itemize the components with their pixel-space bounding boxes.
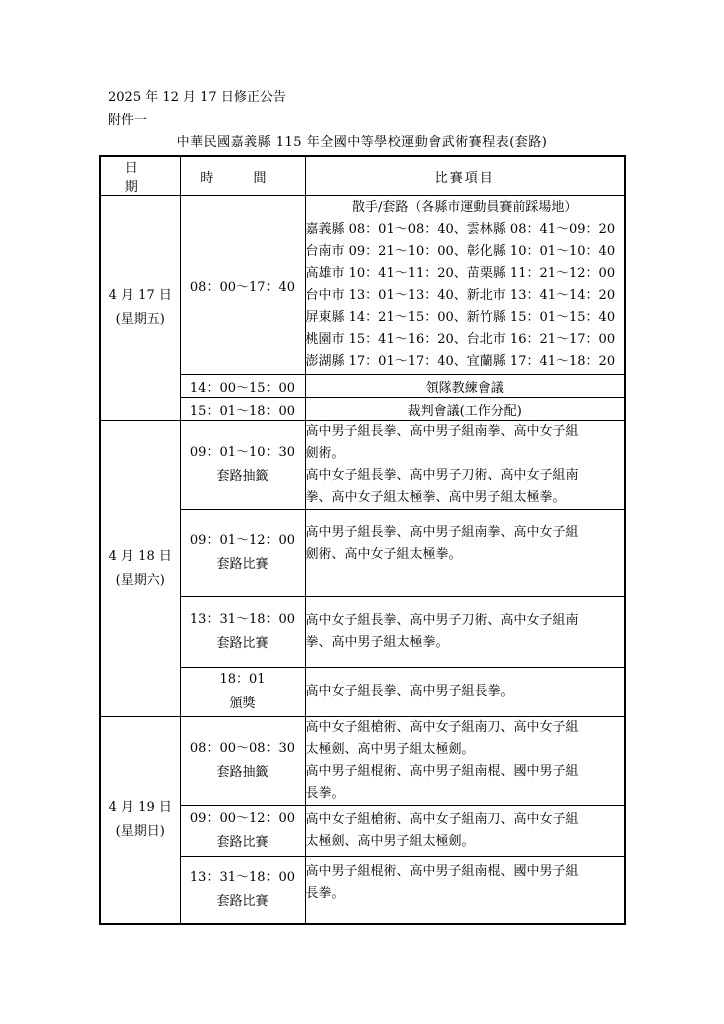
day1-weekday: (星期五)	[115, 312, 165, 327]
day3-time-1-range: 08：00～08：30	[189, 741, 296, 756]
day1-item-line: 台南市 09：21～10：00、彰化縣 10：01～10：40	[305, 244, 616, 259]
header-item: 比賽項目	[305, 156, 625, 196]
day2-time-1	[180, 421, 305, 510]
day3-row-1	[100, 717, 625, 806]
day3-item-line: 高中女子組槍術、高中女子組南刀、高中女子組	[305, 720, 579, 735]
day1-item-line: 台中市 13：01～13：40、新北市 13：41～14：20	[305, 288, 616, 303]
document-title: 中華民國嘉義縣 115 年全國中等學校運動會武術賽程表(套路)	[176, 135, 548, 150]
day1-item-line: 桃園市 15：41～16：20、台北市 16：21～17：00	[305, 332, 616, 347]
day3-time-1	[180, 717, 305, 806]
day3-date-cell	[100, 717, 180, 925]
day2-weekday: (星期六)	[115, 572, 165, 588]
day1-item-line: 嘉義縣 08：01～08：40、雲林縣 08：41～09：20	[305, 222, 616, 237]
day1-date: 4 月 17 日	[108, 288, 172, 303]
day2-time-1-range: 09：01～10：30	[189, 445, 296, 460]
day3-time-3-range: 13：31～18：00	[189, 870, 296, 885]
day3-time-1-event: 套路抽籤	[216, 765, 269, 780]
day1-item-3: 裁判會議(工作分配)	[305, 398, 625, 421]
day2-item-line: 劍術。	[305, 446, 345, 461]
day1-row-1	[100, 196, 625, 375]
day3-item-line: 太極劍、高中男子組太極劍。	[305, 834, 475, 849]
day3-time-2-range: 09：00～12：00	[189, 811, 296, 826]
day2-item-line: 高中女子組長拳、高中男子刀術、高中女子組南	[305, 613, 579, 628]
day2-item-4	[305, 668, 625, 717]
day1-time-1: 08：00～17：40	[180, 196, 305, 375]
schedule-table	[99, 155, 626, 925]
day2-time-1-event: 套路抽籤	[216, 469, 269, 484]
day3-item-line: 高中男子組棍術、高中男子組南棍、國中男子組	[305, 864, 579, 879]
header-date: 日 期	[100, 156, 180, 196]
day1-item-heading: 散手/套路（各縣市運動員賽前踩場地）	[352, 200, 578, 215]
day3-weekday: (星期日)	[115, 824, 165, 839]
day2-time-4-event: 頒獎	[229, 696, 256, 711]
day2-item-line: 高中男子組長拳、高中男子組南拳、高中女子組	[305, 424, 579, 439]
day2-time-2	[180, 510, 305, 597]
revision-notice: 2025 年 12 月 17 日修正公告	[108, 90, 286, 105]
day1-time-2: 14：00～15：00	[180, 375, 305, 398]
day2-item-2	[305, 510, 625, 597]
day3-item-line: 長拳。	[305, 786, 345, 801]
day2-date: 4 月 18 日	[108, 548, 172, 564]
day1-date-cell	[100, 196, 180, 421]
day3-time-3	[180, 857, 305, 925]
day3-item-line: 高中女子組槍術、高中女子組南刀、高中女子組	[305, 812, 579, 827]
day1-item-line: 澎湖縣 17：01～17：40、宜蘭縣 17：41～18：20	[305, 354, 616, 369]
header-time: 時 間	[180, 156, 305, 196]
day3-item-1	[305, 717, 625, 806]
day2-date-cell	[100, 421, 180, 717]
day1-item-line: 屏東縣 14：21～15：00、新竹縣 15：01～15：40	[305, 310, 616, 325]
day3-time-3-event: 套路比賽	[216, 894, 269, 909]
day2-time-3-event: 套路比賽	[216, 636, 269, 651]
day1-item-1	[305, 196, 625, 375]
attachment-label: 附件一	[108, 113, 148, 128]
header-row	[100, 156, 625, 196]
day3-date: 4 月 19 日	[108, 800, 172, 815]
day3-item-3	[305, 857, 625, 925]
day2-item-3	[305, 597, 625, 668]
day1-item-line: 高雄市 10：41～11：20、苗栗縣 11：21～12：00	[305, 266, 616, 281]
day2-time-3	[180, 597, 305, 668]
day3-time-2-event: 套路比賽	[216, 835, 269, 850]
day3-item-line: 太極劍、高中男子組太極劍。	[305, 742, 475, 757]
day3-time-2	[180, 806, 305, 857]
day2-item-line: 高中男子組長拳、高中男子組南拳、高中女子組	[305, 525, 579, 540]
day2-time-3-range: 13：31～18：00	[189, 612, 296, 627]
day1-time-3: 15：01～18：00	[180, 398, 305, 421]
day2-time-2-event: 套路比賽	[216, 557, 269, 572]
day2-time-4-range: 18：01	[219, 672, 266, 687]
day3-item-2	[305, 806, 625, 857]
day2-item-line: 高中女子組長拳、高中男子組長拳。	[305, 684, 514, 699]
day2-item-line: 高中女子組長拳、高中男子刀術、高中女子組南	[305, 468, 579, 483]
day2-item-line: 拳、高中男子組太極拳。	[305, 635, 449, 650]
day2-row-1	[100, 421, 625, 510]
day2-item-1	[305, 421, 625, 510]
day1-item-2: 領隊教練會議	[305, 375, 625, 398]
day2-time-2-range: 09：01～12：00	[189, 533, 296, 548]
day2-item-line: 劍術、高中女子組太極拳。	[305, 547, 462, 562]
day2-item-line: 拳、高中女子組太極拳、高中男子組太極拳。	[305, 490, 566, 505]
day2-time-4	[180, 668, 305, 717]
day3-item-line: 長拳。	[305, 886, 345, 901]
day3-item-line: 高中男子組棍術、高中男子組南棍、國中男子組	[305, 764, 579, 779]
